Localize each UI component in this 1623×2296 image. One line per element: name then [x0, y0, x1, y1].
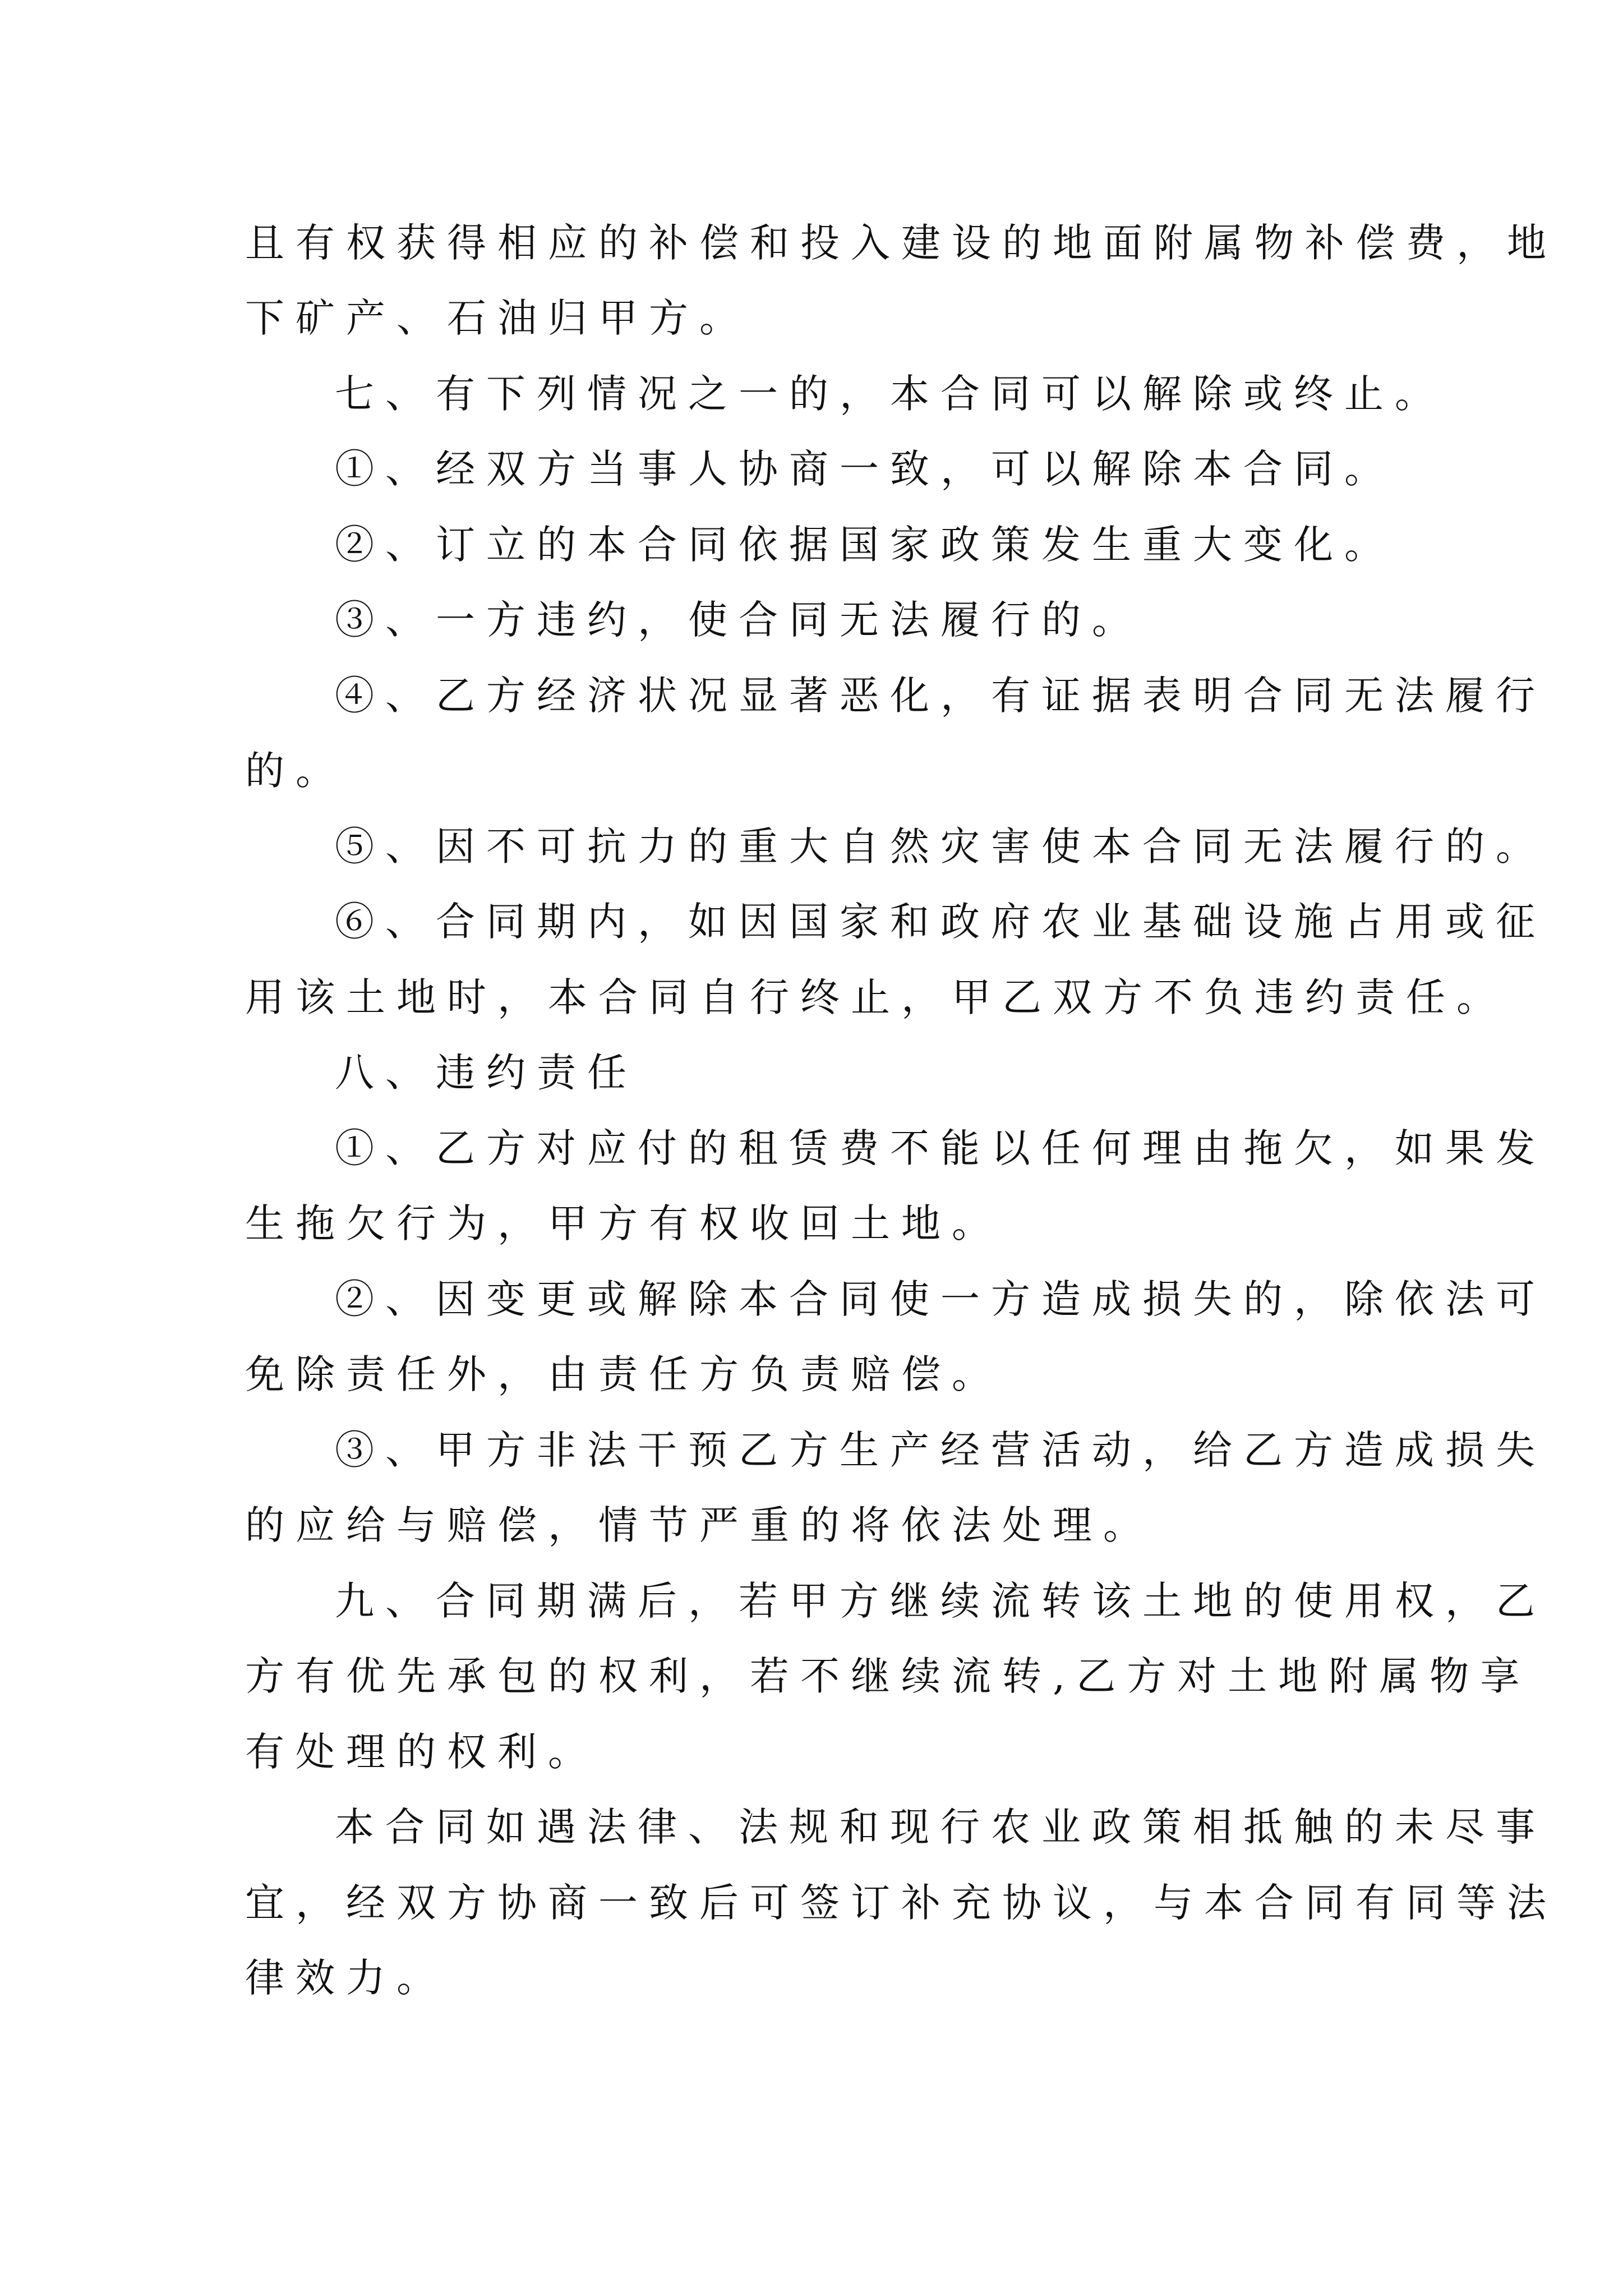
clause-8-3: ③、甲方非法干预乙方生产经营活动，给乙方造成损失	[335, 1427, 1546, 1473]
section-7-heading: 七、有下列情况之一的，本合同可以解除或终止。	[335, 371, 1445, 417]
section-8-heading: 八、违约责任	[335, 1050, 638, 1096]
text-line: 生拖欠行为，甲方有权收回土地。	[245, 1200, 1002, 1246]
clause-7-4: ④、乙方经济状况显著恶化，有证据表明合同无法履行	[335, 673, 1546, 719]
clause-7-5: ⑤、因不可抗力的重大自然灾害使本合同无法履行的。	[335, 823, 1546, 869]
text-line: 下矿产、石油归甲方。	[245, 295, 750, 341]
clause-8-2: ②、因变更或解除本合同使一方造成损失的，除依法可	[335, 1276, 1546, 1322]
clause-7-3: ③、一方违约，使合同无法履行的。	[335, 597, 1142, 643]
text-line: 用该土地时，本合同自行终止，甲乙双方不负违约责任。	[245, 974, 1507, 1020]
section-9-paragraph: 九、合同期满后，若甲方继续流转该土地的使用权，乙	[335, 1578, 1546, 1624]
text-line: 方有优先承包的权利，若不继续流转,乙方对土地附属物享	[245, 1653, 1531, 1699]
clause-7-6: ⑥、合同期内，如因国家和政府农业基础设施占用或征	[335, 899, 1546, 945]
closing-paragraph: 本合同如遇法律、法规和现行农业政策相抵触的未尽事	[335, 1804, 1546, 1850]
text-line: 的应给与赔偿，情节严重的将依法处理。	[245, 1502, 1154, 1548]
clause-7-1: ①、经双方当事人协商一致，可以解除本合同。	[335, 446, 1395, 492]
text-line: 且有权获得相应的补偿和投入建设的地面附属物补偿费，地	[245, 220, 1557, 266]
text-line: 有处理的权利。	[245, 1729, 598, 1775]
text-line: 律效力。	[245, 1955, 447, 2001]
clause-8-1: ①、乙方对应付的租赁费不能以任何理由拖欠，如果发	[335, 1125, 1546, 1171]
text-line: 宜，经双方协商一致后可签订补充协议，与本合同有同等法	[245, 1880, 1557, 1926]
text-line: 免除责任外，由责任方负责赔偿。	[245, 1351, 1002, 1397]
text-line: 的。	[245, 748, 346, 794]
clause-7-2: ②、订立的本合同依据国家政策发生重大变化。	[335, 522, 1395, 568]
